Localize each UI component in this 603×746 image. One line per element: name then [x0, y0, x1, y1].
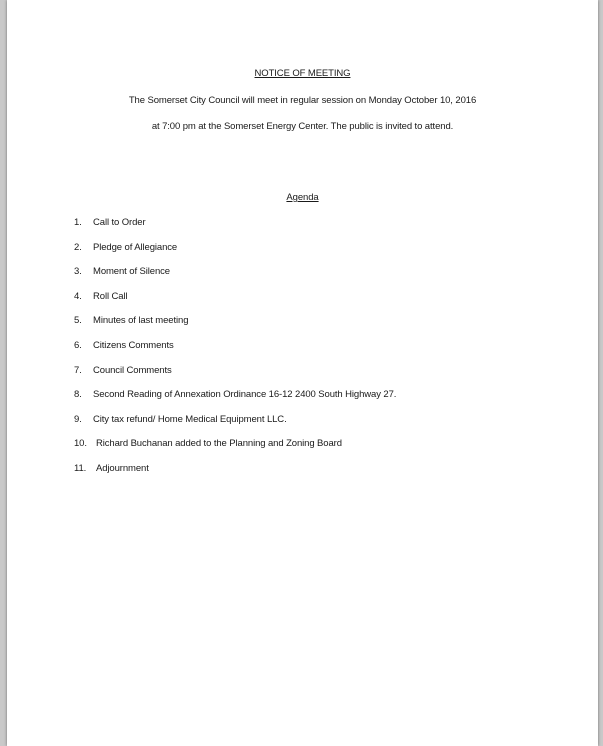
agenda-item-text: Second Reading of Annexation Ordinance 16-12 2400 South Highway 27.	[93, 389, 397, 401]
agenda-item-text: Pledge of Allegiance	[93, 241, 178, 253]
agenda-item	[74, 462, 396, 487]
agenda-item-text: Call to Order	[93, 217, 146, 228]
agenda-item-number: 7.	[74, 364, 82, 376]
agenda-item-number: 1.	[74, 217, 82, 228]
notice-title: NOTICE OF MEETING	[254, 68, 351, 79]
agenda-list	[74, 216, 396, 487]
agenda-item	[74, 364, 396, 389]
agenda-item-number: 5.	[74, 315, 82, 327]
agenda-item	[74, 265, 396, 290]
agenda-item-number: 11.	[74, 462, 87, 474]
document-page	[7, 0, 598, 746]
agenda-item-text: City tax refund/ Home Medical Equipment LLC.	[93, 413, 287, 425]
agenda-item-number: 10.	[74, 438, 87, 450]
agenda-item	[74, 437, 396, 462]
agenda-item	[74, 413, 396, 438]
notice-line-2: at 7:00 pm at the Somerset Energy Center. The public is invited to attend.	[151, 121, 454, 132]
agenda-title: Agenda	[286, 192, 319, 203]
agenda-item	[74, 339, 396, 364]
agenda-item-text: Moment of Silence	[93, 266, 170, 278]
agenda-item-number: 6.	[74, 339, 82, 351]
agenda-item-number: 4.	[74, 290, 82, 302]
agenda-item	[74, 216, 396, 241]
agenda-item-text: Roll Call	[93, 290, 128, 302]
agenda-item-number: 9.	[74, 413, 82, 425]
notice-line-1: The Somerset City Council will meet in regular session on Monday October 10, 2016	[128, 95, 477, 106]
agenda-item-text: Richard Buchanan added to the Planning and Zoning Board	[96, 438, 342, 450]
agenda-item-number: 3.	[74, 266, 82, 278]
agenda-item-text: Citizens Comments	[93, 339, 174, 351]
agenda-item	[74, 241, 396, 266]
agenda-item-text: Minutes of last meeting	[93, 315, 189, 327]
agenda-item	[74, 388, 396, 413]
agenda-item-text: Adjournment	[96, 462, 149, 474]
agenda-item-text: Council Comments	[93, 364, 172, 376]
agenda-item	[74, 290, 396, 315]
agenda-item	[74, 314, 396, 339]
agenda-item-number: 8.	[74, 389, 82, 401]
agenda-item-number: 2.	[74, 241, 82, 253]
